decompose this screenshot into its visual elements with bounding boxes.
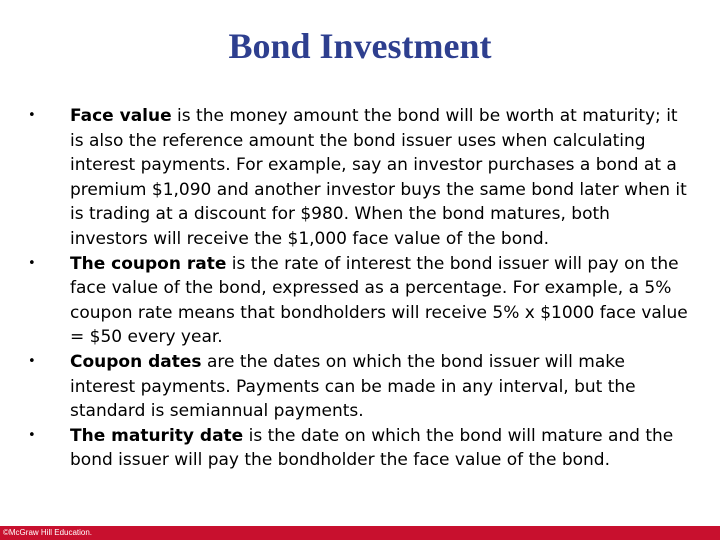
bullet-term: Coupon dates: [70, 351, 202, 372]
bullet-maturity-date: [20, 424, 692, 473]
bullet-face-value: [20, 104, 692, 252]
footer-bar: [0, 526, 720, 540]
bullet-coupon-rate: [20, 252, 692, 350]
copyright-text: ©McGraw Hill Education.: [3, 528, 93, 537]
bullet-coupon-dates: [20, 350, 692, 424]
bullet-term: The coupon rate: [70, 253, 227, 274]
bullet-term: The maturity date: [70, 425, 244, 446]
bullet-text: is the date on which the bond will mature and the bond issuer will pay the bondholder the face value of the bond.: [70, 425, 674, 471]
bullet-list: [20, 104, 692, 473]
bullet-text: is the rate of interest the bond issuer will pay on the face value of the bond, expressed as a percentage. For example, a 5% coupon rate means that bondholders will receive 5% x $1000 face value = $50 every year.: [70, 253, 688, 348]
bullet-term: Face value: [70, 106, 172, 126]
bullet-text: are the dates on which the bond issuer will make interest payments. Payments can be made in any interval, but the standard is semiannual payments.: [70, 351, 636, 422]
slide-title: Bond Investment: [228, 26, 492, 66]
bullet-text: is the money amount the bond will be worth at maturity; it is also the reference amount the bond issuer uses when calculating interest payments. For example, say an investor purchases a bond at a premium $1,090 and another investor buys the same bond later when it is trading at a discount for $980. When the bond matures, both investors will receive the $1,000 face value of the bond.: [70, 106, 687, 249]
